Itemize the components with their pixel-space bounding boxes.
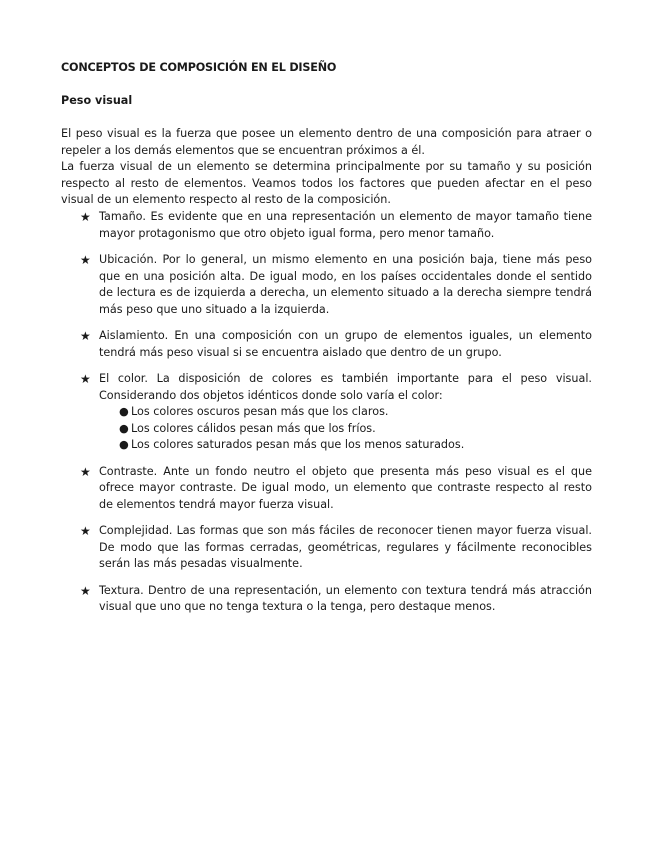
sublist-item-text: Los colores saturados pesan más que los menos saturados. (131, 438, 465, 451)
dot-bullet-icon: ● (119, 421, 129, 435)
document-title: CONCEPTOS DE COMPOSICIÓN EN EL DISEÑO (61, 61, 337, 74)
star-bullet-icon: ★ (80, 210, 91, 224)
dot-bullet-icon: ● (119, 405, 129, 418)
list-item-ubicacion (61, 252, 592, 318)
list-item-aislamiento (61, 328, 592, 361)
star-bullet-icon: ★ (80, 583, 91, 598)
sublist-item-text: Los colores cálidos pesan más que los fríos. (131, 421, 376, 435)
star-bullet-icon: ★ (80, 524, 91, 538)
sublist-item-text: Los colores oscuros pesan más que los claros. (131, 405, 389, 418)
star-bullet-icon: ★ (80, 372, 91, 386)
star-bullet-icon: ★ (80, 329, 91, 343)
list-item-tamano (61, 209, 592, 242)
list-item-text: Tamaño. Es evidente que en una representación un elemento de mayor tamaño tiene mayor protagonismo que otro objeto igual forma, pero menor tamaño. (99, 210, 592, 240)
color-sublist (99, 404, 592, 454)
sublist-item (119, 421, 592, 438)
list-item-text: El color. La disposición de colores es también importante para el peso visual. Considerando dos objetos idénticos donde solo varía el color: (99, 372, 592, 402)
second-paragraph: La fuerza visual de un elemento se determina principalmente por su tamaño y su posición respecto al resto de elementos. Veamos todos los factores que pueden afectar en el peso visual de un elemento respecto al resto de la composición. (61, 160, 592, 206)
factors-list (61, 209, 592, 626)
list-item-text: Contraste. Ante un fondo neutro el objeto que presenta más peso visual es el que ofrece mayor contraste. De igual modo, un elemento que contraste respecto al resto de elementos tendrá mayor fuerza visual. (99, 464, 592, 511)
list-item-textura (61, 583, 592, 616)
sublist-item (119, 437, 592, 454)
sublist-item (119, 404, 592, 421)
intro-paragraph: El peso visual es la fuerza que posee un elemento dentro de una composición para atraer o repeler a los demás elementos que se encuentran próximos a él. (61, 127, 592, 157)
section-heading: Peso visual (61, 94, 133, 107)
list-item-text: Aislamiento. En una composición con un grupo de elementos iguales, un elemento tendrá más peso visual si se encuentra aislado que dentro de un grupo. (99, 329, 592, 359)
star-bullet-icon: ★ (80, 253, 91, 267)
list-item-color (61, 371, 592, 454)
list-item-text: Complejidad. Las formas que son más fáciles de reconocer tienen mayor fuerza visual. De modo que las formas cerradas, geométricas, regulares y fácilmente reconocibles serán las más pesadas visualmente. (99, 524, 592, 570)
list-item-text: Textura. Dentro de una representación, un elemento con textura tendrá más atracción visual que uno que no tenga textura o la tenga, pero destaque menos. (99, 583, 592, 613)
list-item-contraste (61, 464, 592, 514)
star-bullet-icon: ★ (80, 464, 91, 479)
list-item-text: Ubicación. Por lo general, un mismo elemento en una posición baja, tiene más peso que en una posición alta. De igual modo, en los países occidentales donde el sentido de lectura es de izquierda a derecha, un elemento situado a la derecha siempre tendrá más peso que uno situado a la izquierda. (99, 253, 592, 316)
list-item-complejidad (61, 523, 592, 573)
dot-bullet-icon: ● (119, 438, 129, 451)
